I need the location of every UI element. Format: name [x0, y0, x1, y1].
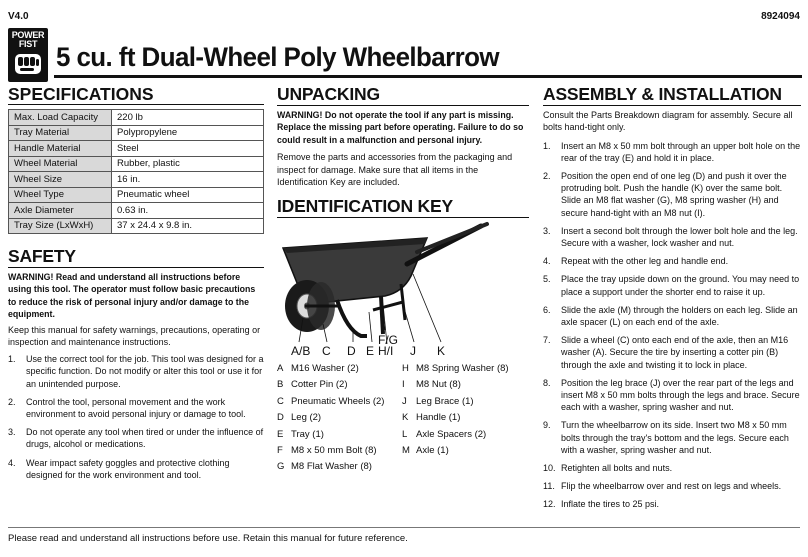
- key-letter: B: [277, 379, 284, 391]
- list-item: [543, 225, 801, 249]
- list-item: [277, 429, 402, 441]
- step-number: 4.: [543, 256, 551, 267]
- spec-label: Handle Material: [9, 141, 112, 157]
- key-letter: I: [402, 379, 405, 391]
- list-item: [543, 273, 801, 297]
- step-number: 8.: [543, 377, 551, 388]
- item-number: 2.: [8, 396, 16, 407]
- step-number: 10.: [543, 463, 556, 474]
- footer-rule: [8, 527, 800, 528]
- identification-heading: IDENTIFICATION KEY: [277, 196, 529, 218]
- safety-heading: SAFETY: [8, 246, 264, 268]
- step-text: Inflate the tires to 25 psi.: [561, 499, 660, 510]
- identification-key-list: [277, 359, 529, 473]
- list-item: [8, 353, 264, 390]
- brand-logo: [8, 28, 48, 82]
- key-text: Axle Spacers (2): [416, 428, 487, 440]
- item-number: 1.: [8, 354, 16, 365]
- step-text: Position the open end of one leg (D) and push it over the protruding bolt. Push the handle (K) over the same bolt. Slide an M8 flat washer (G), M8 spring washer (H) and secure hand-tight with an M8 nut (I).: [561, 171, 787, 218]
- key-text: M8 Nut (8): [416, 379, 461, 391]
- specifications-table: [8, 109, 264, 234]
- spec-label: Max. Load Capacity: [9, 110, 112, 126]
- spec-label: Axle Diameter: [9, 203, 112, 219]
- spec-label: Wheel Size: [9, 172, 112, 188]
- list-item: [543, 377, 801, 414]
- logo-line-2: FIST: [18, 39, 38, 49]
- step-text: Repeat with the other leg and handle end.: [561, 256, 729, 267]
- list-item: [543, 255, 801, 267]
- title-rule: [54, 75, 802, 78]
- item-text: Do not operate any tool when tired or under the influence of drugs, alcohol or medications.: [26, 427, 264, 450]
- spec-value: 0.63 in.: [112, 203, 264, 219]
- key-text: Handle (1): [416, 412, 461, 424]
- wheelbarrow-diagram: [277, 218, 517, 358]
- unpacking-warning: WARNING! Do not operate the tool if any part is missing. Replace the missing part before operating. Failure to do so could result in a malfunction and personal injury.: [277, 110, 524, 145]
- key-letter: E: [277, 428, 284, 440]
- table-row: [9, 110, 264, 126]
- list-item: [543, 498, 801, 510]
- list-item: [543, 334, 801, 371]
- step-number: 12.: [543, 499, 556, 510]
- spec-label: Tray Material: [9, 125, 112, 141]
- spec-value: Polypropylene: [112, 125, 264, 141]
- item-number: 4.: [8, 457, 16, 468]
- callout-k: K: [437, 344, 446, 358]
- spec-label: Wheel Type: [9, 187, 112, 203]
- spec-value: Steel: [112, 141, 264, 157]
- list-item: [277, 379, 402, 391]
- key-letter: G: [277, 461, 285, 473]
- key-letter: A: [277, 363, 284, 374]
- list-item: [8, 426, 264, 450]
- step-text: Slide the axle (M) through the holders on each leg. Slide an axle spacer (L) on each end of the axle.: [561, 304, 798, 328]
- list-item: [543, 304, 801, 328]
- key-text: Leg Brace (1): [416, 395, 474, 407]
- spec-value: 220 lb: [112, 110, 264, 126]
- version-label: V4.0: [8, 11, 29, 22]
- step-number: 5.: [543, 274, 551, 285]
- footer-note: Please read and understand all instructions before use. Retain this manual for future reference.: [8, 533, 408, 544]
- key-text: M16 Washer (2): [291, 363, 359, 374]
- callout-ab: A/B: [291, 344, 311, 358]
- step-number: 11.: [543, 481, 555, 492]
- list-item: [277, 461, 402, 473]
- table-row: [9, 187, 264, 203]
- key-text: M8 Flat Washer (8): [291, 461, 372, 473]
- step-text: Retighten all bolts and nuts.: [561, 463, 673, 474]
- leg-shape: [337, 300, 367, 336]
- step-text: Position the leg brace (J) over the rear part of the legs and insert M8 x 50 mm bolts through the legs and brace. Secure each with a washer, spring washer and nut.: [561, 377, 800, 413]
- table-row: [9, 156, 264, 172]
- list-item: [543, 140, 801, 164]
- item-text: Wear impact safety goggles and protective clothing designed for the work environment and tool.: [26, 457, 230, 480]
- unpacking-text: Remove the parts and accessories from the packaging and inspect for damage. Make sure that all items in the Identification Key are included.: [277, 152, 513, 187]
- table-row: [9, 218, 264, 234]
- callout-d: D: [347, 344, 356, 358]
- key-letter: D: [277, 412, 284, 424]
- safety-intro: Keep this manual for safety warnings, precautions, operating or inspection and maintenance instructions.: [8, 324, 261, 347]
- key-column-right: [402, 363, 527, 473]
- table-row: [9, 172, 264, 188]
- list-item: [543, 170, 801, 219]
- key-letter: F: [277, 444, 283, 456]
- table-row: [9, 141, 264, 157]
- step-number: 2.: [543, 171, 551, 181]
- spec-value: 37 x 24.4 x 9.8 in.: [112, 218, 264, 234]
- logo-line-1: POWER: [11, 30, 45, 40]
- key-letter: H: [402, 363, 409, 374]
- assembly-heading: ASSEMBLY & INSTALLATION: [543, 84, 801, 106]
- item-number: 3.: [8, 427, 16, 438]
- table-row: [9, 125, 264, 141]
- step-text: Slide a wheel (C) onto each end of the axle, then an M16 washer (A). Secure the tire by inserting a cotter pin (B) through the axle and twisting it to lock in place.: [561, 335, 789, 370]
- step-number: 7.: [543, 335, 551, 346]
- item-text: Control the tool, personal movement and the work environment to avoid personal injury or damage to tool.: [26, 396, 246, 420]
- step-text: Flip the wheelbarrow over and rest on legs and wheels.: [561, 481, 782, 492]
- step-number: 9.: [543, 420, 551, 431]
- list-item: [277, 363, 402, 375]
- key-text: M8 x 50 mm Bolt (8): [291, 444, 377, 456]
- key-text: M8 Spring Washer (8): [416, 363, 509, 374]
- key-letter: K: [402, 412, 409, 424]
- assembly-intro: Consult the Parts Breakdown diagram for assembly. Secure all bolts hand-tight only.: [543, 110, 793, 133]
- list-item: [277, 412, 402, 424]
- list-item: [277, 445, 402, 457]
- step-number: 1.: [543, 140, 551, 151]
- middle-column: [277, 84, 529, 221]
- left-column: [8, 84, 264, 487]
- list-item: [402, 363, 527, 375]
- step-number: 6.: [543, 304, 551, 315]
- right-column: [543, 84, 801, 517]
- list-item: [543, 419, 801, 456]
- key-letter: C: [277, 395, 284, 407]
- step-text: Turn the wheelbarrow on its side. Insert two M8 x 50 mm bolts through the tray's bottom and the legs. Secure each with a washer, spring washer and nut.: [561, 420, 789, 455]
- list-item: [8, 457, 264, 481]
- key-text: Cotter Pin (2): [291, 379, 348, 391]
- unpacking-heading: UNPACKING: [277, 84, 529, 106]
- list-item: [402, 429, 527, 441]
- list-item: [402, 396, 527, 408]
- table-row: [9, 203, 264, 219]
- list-item: [277, 396, 402, 408]
- spec-label: Wheel Material: [9, 156, 112, 172]
- step-text: Insert a second bolt through the lower bolt hole and the leg. Secure with a washer, lock washer and nut.: [561, 225, 798, 249]
- assembly-steps: [543, 140, 801, 511]
- list-item: [8, 396, 264, 420]
- step-number: 3.: [543, 225, 551, 236]
- key-text: Leg (2): [291, 412, 322, 424]
- spec-value: Pneumatic wheel: [112, 187, 264, 203]
- key-letter: L: [402, 428, 408, 440]
- item-text: Use the correct tool for the job. This tool was designed for a specific function. Do not modify or alter this tool or use it for an unintended purpose.: [26, 354, 264, 389]
- step-text: Place the tray upside down on the ground. You may need to place a support under the shorter end to raise it up.: [561, 274, 800, 297]
- safety-list: [8, 353, 264, 481]
- spec-value: Rubber, plastic: [112, 156, 264, 172]
- callout-fg: F/G: [378, 333, 398, 347]
- list-item: [543, 480, 801, 492]
- callout-c: C: [322, 344, 331, 358]
- list-item: [543, 462, 801, 474]
- key-letter: J: [402, 395, 407, 407]
- callout-hi: H/I: [378, 344, 394, 358]
- spec-label: Tray Size (LxWxH): [9, 218, 112, 234]
- safety-warning: WARNING! Read and understand all instructions before using this tool. The operator must follow basic precautions to reduce the risk of personal injury and/or damage to the equipment.: [8, 272, 256, 320]
- list-item: [402, 445, 527, 457]
- key-text: Tray (1): [291, 428, 324, 440]
- key-text: Pneumatic Wheels (2): [291, 395, 385, 407]
- callout-e: E: [366, 344, 375, 358]
- list-item: [402, 379, 527, 391]
- part-number: 8924094: [761, 11, 800, 22]
- page-title: 5 cu. ft Dual-Wheel Poly Wheelbarrow: [56, 42, 500, 72]
- fist-icon: [13, 51, 43, 77]
- list-item: [402, 412, 527, 424]
- spec-value: 16 in.: [112, 172, 264, 188]
- key-column-left: [277, 363, 402, 473]
- step-text: Insert an M8 x 50 mm bolt through an upper bolt hole on the rear of the tray (E) and hold it in place.: [561, 140, 801, 163]
- specifications-heading: SPECIFICATIONS: [8, 84, 264, 105]
- key-letter: M: [402, 444, 410, 456]
- callout-j: J: [410, 344, 416, 358]
- key-text: Axle (1): [416, 444, 449, 456]
